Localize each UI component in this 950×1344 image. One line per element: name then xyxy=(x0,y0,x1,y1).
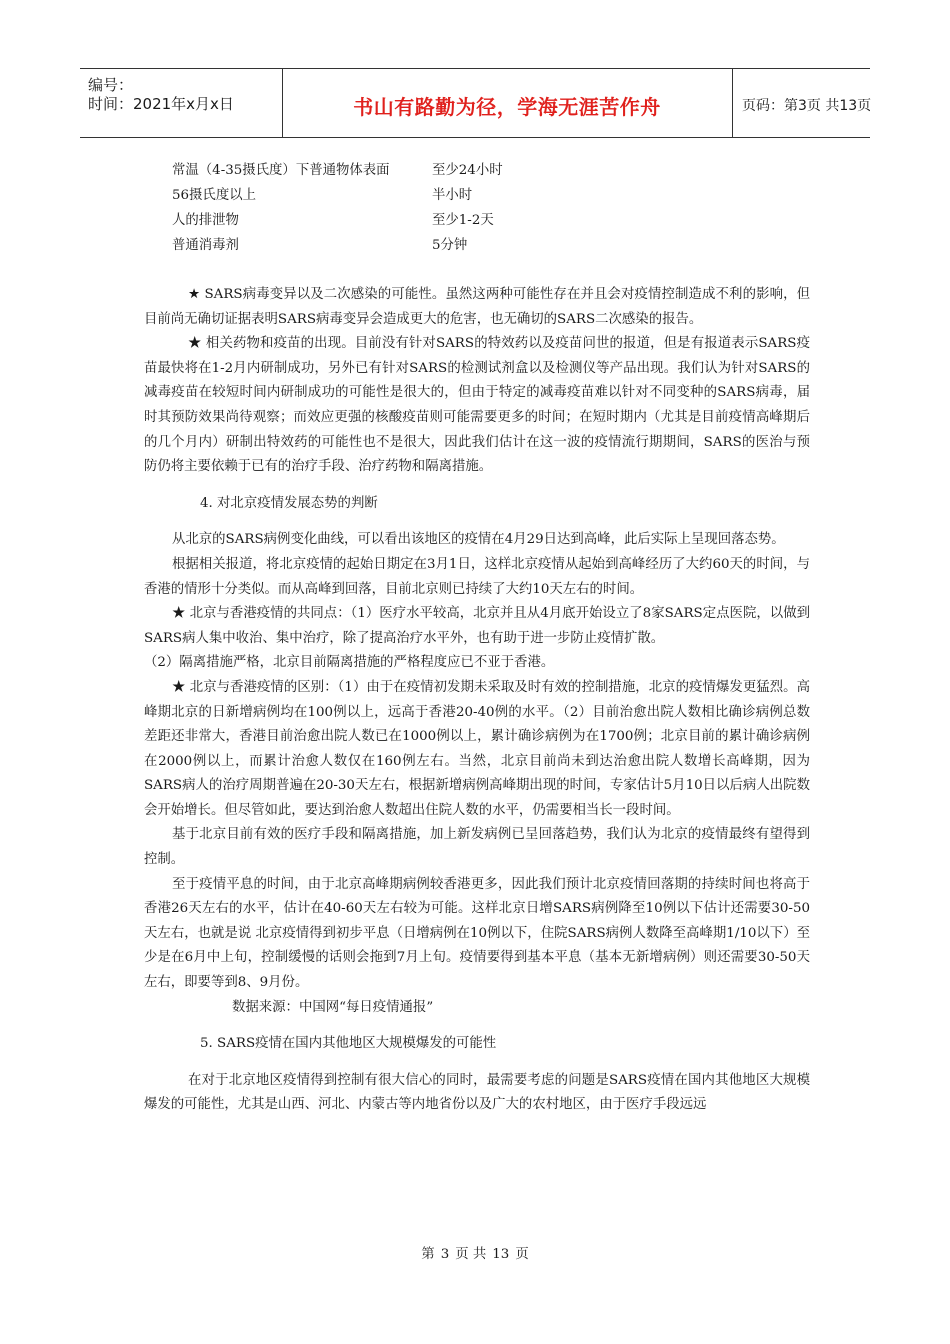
page-header xyxy=(80,68,870,138)
table-row xyxy=(172,158,810,183)
header-page-number: 页码：第3页 共13页 xyxy=(742,98,872,114)
survival-duration: 至少1-2天 xyxy=(432,213,494,228)
footer-current-page: 3 xyxy=(440,1247,450,1262)
survival-condition: 常温（4-35摄氏度）下普通物体表面 xyxy=(172,163,390,178)
footer-total-pages: 13 xyxy=(492,1247,510,1262)
footer-prefix: 第 xyxy=(421,1247,435,1262)
survival-condition: 人的排泄物 xyxy=(172,213,239,228)
virus-survival-table xyxy=(172,158,810,258)
table-row xyxy=(172,208,810,233)
survival-duration: 5分钟 xyxy=(432,238,468,253)
paragraph-virus-variation: ★ SARS病毒变异以及二次感染的可能性。虽然这两种可能性存在并且会对疫情控制造成不利的影响，但目前尚无确切证据表明SARS病毒变异会造成更大的危害，也无确切的SARS二次感染的报告。 xyxy=(144,287,810,327)
page-footer xyxy=(0,1243,950,1262)
survival-condition: 56摄氏度以上 xyxy=(172,188,256,203)
section-heading-4: 4. 对北京疫情发展态势的判断 xyxy=(200,495,378,511)
survival-duration: 半小时 xyxy=(432,188,473,203)
paragraph-differences: ★ 北京与香港疫情的区别：（1）由于在疫情初发期未采取及时有效的控制措施，北京的疫情爆发更猛烈。高峰期北京的日新增病例均在100例以上，远高于香港20-40例的水平。（2）目前治愈出院人数相比确诊病例总数差距还非常大，香港目前治愈出院人数已在1000例以上，累计确诊病例为在1700例；北京目前的累计确诊病例在2000例以上，而累计治愈人数仅在160例左右。当然，北京目前尚未到达治愈出院人数增长高峰期，因为SARS病人的治疗周期普遍在20-30天左右，根据新增病例高峰期出现的时间，专家估计5月10日以后病人出院数会开始增长。但尽管如此，要达到治愈人数超出住院人数的水平，仍需要相当长一段时间。 xyxy=(144,679,810,818)
table-row xyxy=(172,233,810,258)
document-body xyxy=(144,158,810,1118)
footer-mid: 页 共 xyxy=(455,1247,487,1262)
footer-suffix: 页 xyxy=(515,1247,529,1262)
section-heading-5: 5. SARS疫情在国内其他地区大规模爆发的可能性 xyxy=(200,1036,497,1052)
paragraph-beijing-timeline: 根据相关报道，将北京疫情的起始日期定在3月1日，这样北京疫情从起始到高峰经历了大约60天的时间，与香港的情形十分类似。而从高峰到回落，目前北京则已持续了大约10天左右的时间。 xyxy=(144,556,810,597)
paragraph-beijing-curve: 从北京的SARS病例变化曲线，可以看出该地区的疫情在4月29日达到高峰，此后实际上呈现回落态势。 xyxy=(172,532,785,548)
paragraph-control-outlook: 基于北京目前有效的医疗手段和隔离措施，加上新发病例已呈回落趋势，我们认为北京的疫情最终有望得到控制。 xyxy=(144,827,810,868)
document-number-label: 编号： xyxy=(88,76,134,94)
data-source-note: 数据来源：中国网“每日疫情通报” xyxy=(232,999,434,1015)
header-page-cell xyxy=(732,69,870,137)
paragraph-drugs-vaccine: ★ 相关药物和疫苗的出现。目前没有针对SARS的特效药以及疫苗问世的报道，但是有报道表示SARS疫苗最快将在1-2月内研制成功，另外已有针对SARS的检测试剂盒以及检测仪等产品出现。我们认为针对SARS的减毒疫苗在较短时间内研制成功的可能性是很大的，但由于特定的减毒疫苗难以针对不同变种的SARS病毒，届时其预防效果尚待观察；而效应更强的核酸疫苗则可能需要更多的时间；在短时期内（尤其是目前疫情高峰期后的几个月内）研制出特效药的可能性也不是很大，因此我们估计在这一波的疫情流行期期间，SARS的医治与预防仍将主要依赖于已有的治疗手段、治疗药物和隔离措施。 xyxy=(144,336,810,475)
paragraph-subside-timing: 至于疫情平息的时间，由于北京高峰期病例较香港更多，因此我们预计北京疫情回落期的持续时间也将高于香港26天左右的水平，估计在40-60天左右较为可能。这样北京日增SARS病例降至10例以下估计还需要30-50天左右，也就是说 北京疫情得到初步平息（日增病例在10例以下，住院SARS病例人数降至高峰期1/10以下）至少是在6月中上旬，控制缓慢的话则会拖到7月上旬。疫情要得到基本平息（基本无新增病例）则还需要30-50天左右，即要等到8、9月份。 xyxy=(144,876,810,991)
table-row xyxy=(172,183,810,208)
paragraph-isolation-measures: （2）隔离措施严格，北京目前隔离措施的严格程度应已不亚于香港。 xyxy=(144,655,555,671)
header-motto-cell xyxy=(282,69,733,137)
paragraph-common-points: ★ 北京与香港疫情的共同点：（1）医疗水平较高，北京并且从4月底开始设立了8家SARS定点医院，以做到SARS病人集中收治、集中治疗，除了提高治疗水平外，也有助于进一步防止疫情扩散。 xyxy=(144,606,810,646)
paragraph-other-regions: 在对于北京地区疫情得到控制有很大信心的同时，最需要考虑的问题是SARS疫情在国内其他地区大规模爆发的可能性，尤其是山西、河北、内蒙古等内地省份以及广大的农村地区，由于医疗手段远远 xyxy=(144,1072,810,1113)
header-motto: 书山有路勤为径，学海无涯苦作舟 xyxy=(353,95,661,119)
header-info-cell xyxy=(80,69,283,137)
survival-condition: 普通消毒剂 xyxy=(172,238,239,253)
survival-duration: 至少24小时 xyxy=(432,163,503,178)
document-time-label: 时间：2021年x月x日 xyxy=(88,95,234,113)
